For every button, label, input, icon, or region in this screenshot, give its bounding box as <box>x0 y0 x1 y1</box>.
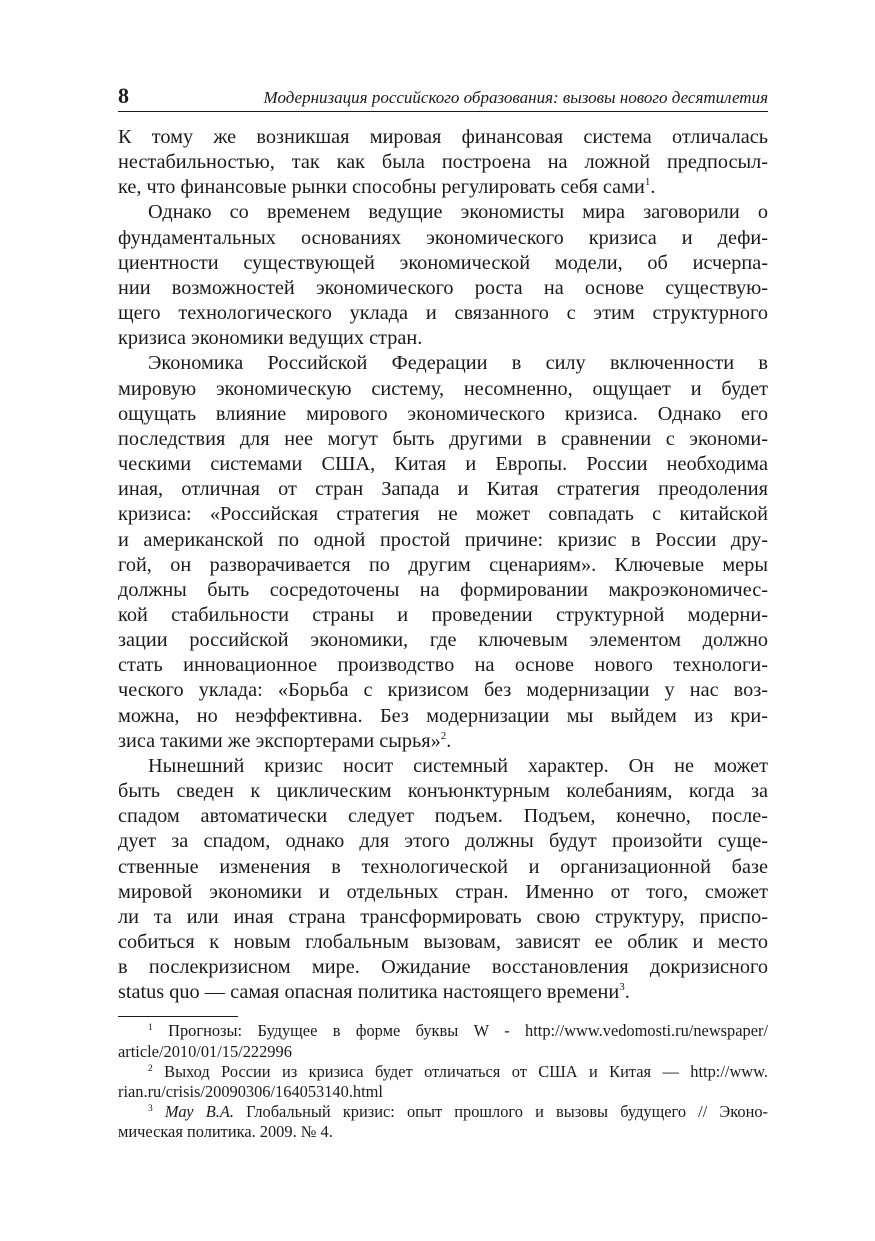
footnote-author: Мау В.А. <box>164 1102 234 1122</box>
text-line: ческого уклада: «Борьба с кризисом без модернизации у нас воз- <box>118 679 768 702</box>
footnote-text: Выход России из кризиса будет отличаться от США и Китая — http://www. <box>164 1061 768 1081</box>
text-line: Однако со временем ведущие экономисты мира заговорили о <box>148 201 768 224</box>
text-line: должны быть сосредоточены на формировании макроэкономичес- <box>118 578 768 601</box>
footnotes <box>118 1021 768 1142</box>
footnote-2 <box>118 1062 768 1102</box>
text-line: кризиса: «Российская стратегия не может совпадать с китайской <box>118 503 768 526</box>
text-line: мировой экономики и отдельных стран. Именно от того, сможет <box>118 880 768 903</box>
text-line: ческими системами США, Китая и Европы. России необходима <box>118 453 768 476</box>
footnote-ref: 2 <box>440 729 447 742</box>
text-line: циентности существующей экономической модели, об исчерпа- <box>118 251 768 274</box>
footnote-ref: 3 <box>619 981 625 994</box>
footnote-text: Глобальный кризис: опыт прошлого и вызовы будущего // Эконо- <box>233 1102 768 1122</box>
text-line: кой стабильности страны и проведении структурной модерни- <box>118 603 768 626</box>
footnote-text: Прогнозы: Будущее в форме буквы W - http://www.vedomosti.ru/newspaper/ <box>168 1021 768 1041</box>
running-title: Модернизация российского образования: вызовы нового десятилетия <box>263 88 768 107</box>
text-line: иная, отличная от стран Запада и Китая стратегия преодоления <box>118 478 768 501</box>
footnote-line <box>118 1021 768 1041</box>
footnote-line: article/2010/01/15/222996 <box>118 1041 292 1061</box>
text-line: зиса такими же экспортерами сырья»$^2$. <box>118 729 452 752</box>
text-line: можна, но неэффективна. Без модернизации мы выйдем из кри- <box>118 704 768 727</box>
text-line: ственные изменения в технологической и организационной базе <box>118 855 768 878</box>
text-line: status quo — самая опасная политика настоящего времени$^3$. <box>118 981 630 1004</box>
text-line: и американской по одной простой причине: кризис в России дру- <box>118 528 768 551</box>
page-number: 8 <box>118 83 129 108</box>
footnote-number: 3 <box>148 1104 153 1115</box>
text-line: нестабильностью, так как была построена на ложной предпосыл- <box>118 151 768 174</box>
text-line: ке, что финансовые рынки способны регулировать себя сами$^1$. <box>118 176 656 199</box>
text-line: последствия для нее могут быть другими в сравнении с экономи- <box>118 427 768 450</box>
text-line: ощущать влияние мирового экономического кризиса. Однако его <box>118 402 768 425</box>
paragraph-1 <box>118 125 768 200</box>
paragraph-3 <box>118 351 768 754</box>
text-line: спадом автоматически следует подъем. Подъем, конечно, после- <box>118 805 768 828</box>
text-line: гой, он разворачивается по другим сценариям». Ключевые меры <box>118 553 768 576</box>
text-line: стать инновационное производство на основе нового технологи- <box>118 654 768 677</box>
paragraph-4 <box>118 754 768 1006</box>
text-line: Экономика Российской Федерации в силу включенности в <box>148 352 768 375</box>
footnote-line <box>118 1062 768 1082</box>
text-line: быть сведен к циклическим конъюнктурным колебаниям, когда за <box>118 780 768 803</box>
footnote-number: 1 <box>148 1023 153 1034</box>
page-header <box>118 84 768 112</box>
text-line: дует за спадом, однако для этого должны будут произойти суще- <box>118 830 768 853</box>
text-line: К тому же возникшая мировая финансовая система отличалась <box>118 126 768 148</box>
text-line: кризиса экономики ведущих стран. <box>118 327 423 350</box>
body-text <box>118 125 768 1005</box>
text-line: щего технологического уклада и связанного с этим структурного <box>118 302 768 325</box>
text-line: собиться к новым глобальным вызовам, зависят ее облик и место <box>118 931 768 953</box>
text-line: фундаментальных основаниях экономического кризиса и дефи- <box>118 226 768 249</box>
text-line: мировую экономическую систему, несомненно, ощущает и будет <box>118 377 768 400</box>
footnote-divider <box>118 1016 238 1017</box>
footnote-line: мическая политика. 2009. № 4. <box>118 1122 333 1142</box>
text-line: Нынешний кризис носит системный характер. Он не может <box>148 754 768 777</box>
paragraph-2 <box>118 200 768 351</box>
text-line: ли та или иная страна трансформировать свою структуру, приспо- <box>118 905 768 928</box>
line-text: ке, что финансовые рынки способны регулировать себя сами <box>118 176 645 199</box>
footnote-ref: 1 <box>644 176 651 189</box>
text-line: в послекризисном мире. Ожидание восстановления докризисного <box>118 956 768 979</box>
footnote-1 <box>118 1021 768 1061</box>
footnote-line <box>118 1102 768 1122</box>
book-page <box>118 84 768 1143</box>
line-text: status quo — самая опасная политика настоящего времени <box>118 981 620 1004</box>
footnote-3 <box>118 1102 768 1142</box>
text-line: зации российской экономики, где ключевым элементом должно <box>118 629 768 652</box>
text-line: нии возможностей экономического роста на основе существую- <box>118 276 768 299</box>
footnote-line: rian.ru/crisis/20090306/164053140.html <box>118 1082 383 1102</box>
line-text: зиса такими же экспортерами сырья» <box>118 729 441 752</box>
footnote-number: 2 <box>148 1063 153 1074</box>
